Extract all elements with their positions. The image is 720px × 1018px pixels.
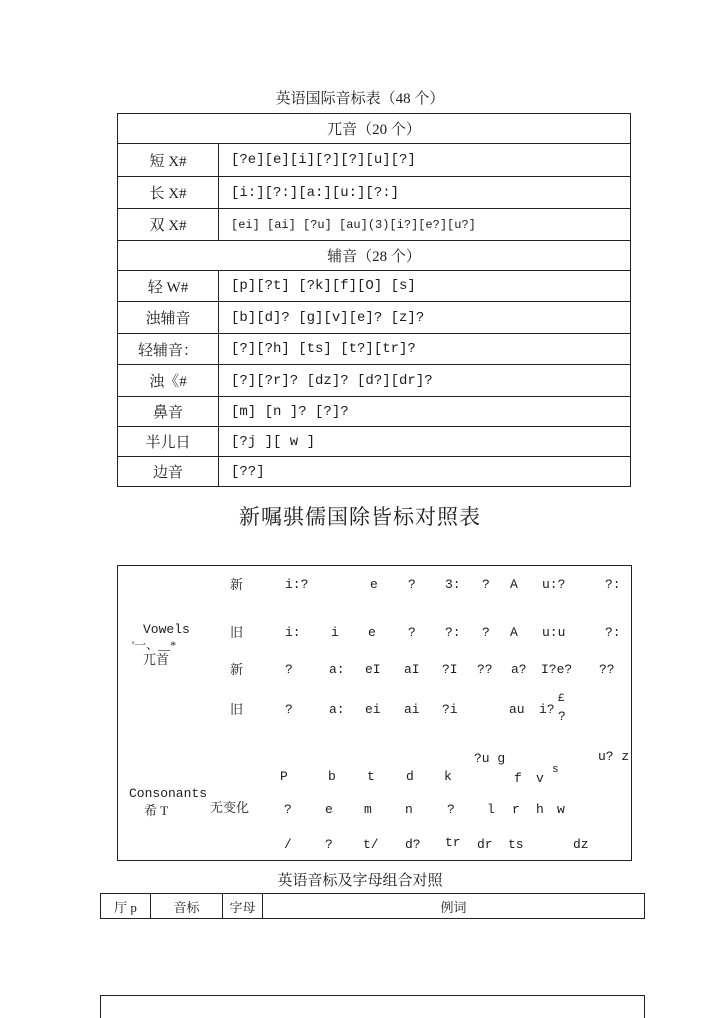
phonetic-cell: ? bbox=[558, 709, 566, 724]
phonetic-cell: ?i bbox=[442, 702, 458, 717]
phonetic-cell: ai bbox=[404, 702, 420, 717]
table-row bbox=[118, 114, 631, 144]
phonetic-cell: ?I bbox=[442, 662, 458, 677]
ipa-contrast-chart bbox=[117, 565, 632, 861]
row-value: [p][?t] [?k][f][O] [s] bbox=[219, 271, 631, 302]
row-value: [ei] [ai] [?u] [au](3)[i?][e?][u?] bbox=[219, 209, 631, 241]
phonetic-cell: d? bbox=[405, 837, 421, 852]
phonetic-cell: ?? bbox=[599, 662, 615, 677]
row-label: 轻 W# bbox=[118, 271, 219, 302]
row-label: 长 X# bbox=[118, 177, 219, 209]
phonetic-cell: dz bbox=[573, 837, 589, 852]
row-label: 双 X# bbox=[118, 209, 219, 241]
phonetic-cell: ? bbox=[408, 577, 416, 592]
row-label: 半儿日 bbox=[118, 427, 219, 457]
phonetic-cell: eI bbox=[365, 662, 381, 677]
row-label: 轻辅音： bbox=[118, 334, 219, 365]
phonetic-cell: ts bbox=[508, 837, 524, 852]
consonants-label: Consonants bbox=[129, 786, 208, 801]
phonetic-cell: a? bbox=[511, 662, 527, 677]
phonetic-cell: ?? bbox=[477, 662, 493, 677]
phonetic-cell: ?: bbox=[605, 577, 621, 592]
phonetic-cell: 3: bbox=[445, 577, 461, 592]
row-value: [??] bbox=[219, 457, 631, 487]
phonetic-cell: ?u g bbox=[474, 751, 506, 766]
row-label-new: 新 bbox=[230, 577, 244, 592]
phonetic-cell: i: bbox=[285, 625, 301, 640]
table-row bbox=[118, 397, 631, 427]
phonetic-cell-superscript: £ bbox=[558, 693, 565, 705]
phonetic-cell: A bbox=[510, 577, 518, 592]
phonetic-cell: tr bbox=[445, 835, 461, 850]
phonetic-cell: b bbox=[328, 769, 336, 784]
vowel-section-header: 兀音（20 个） bbox=[118, 114, 631, 144]
phonetic-cell: / bbox=[284, 837, 292, 852]
row-label: 边音 bbox=[118, 457, 219, 487]
phonetic-cell: dr bbox=[477, 837, 493, 852]
phonetic-cell: r bbox=[512, 802, 520, 817]
table-row bbox=[118, 241, 631, 271]
phonetic-cell: a: bbox=[329, 662, 345, 677]
table-row bbox=[118, 457, 631, 487]
phonetic-cell: ? bbox=[284, 802, 292, 817]
phonetic-cell: ? bbox=[408, 625, 416, 640]
consonants-sublabel: 希 T bbox=[144, 803, 169, 818]
phonetic-cell: ? bbox=[447, 802, 455, 817]
row-label: 浊辅音 bbox=[118, 302, 219, 334]
phonetic-cell: e bbox=[325, 802, 333, 817]
phonetic-cell: l bbox=[487, 802, 495, 817]
phonetic-cell: h bbox=[536, 802, 544, 817]
row-value: [?][?r]? [dz]? [d?][dr]? bbox=[219, 365, 631, 397]
phonetic-cell: ? bbox=[325, 837, 333, 852]
phonetic-cell: u:? bbox=[542, 577, 566, 592]
row-label-new: 新 bbox=[230, 662, 244, 677]
phonetic-cell: i:? bbox=[285, 577, 309, 592]
table-header-row bbox=[101, 894, 645, 919]
consonant-section-header: 辅音（28 个） bbox=[118, 241, 631, 271]
phonetic-cell: aI bbox=[404, 662, 420, 677]
page-title-letter-combination: 英语音标及字母组合对照 bbox=[277, 873, 443, 889]
phonetic-cell: f bbox=[514, 771, 522, 786]
vowels-sublabel-2: 兀首 bbox=[143, 652, 170, 667]
vowels-sublabel: '一、__* bbox=[132, 638, 177, 652]
phonetic-cell: au bbox=[509, 702, 525, 717]
row-label: 浊《# bbox=[118, 365, 219, 397]
header-cell-example: 例词 bbox=[263, 894, 645, 919]
row-label-old: 旧 bbox=[230, 702, 244, 717]
row-value: [?e][e][i][?][?][u][?] bbox=[219, 144, 631, 177]
table-row bbox=[118, 365, 631, 397]
phonetic-cell: i bbox=[331, 625, 339, 640]
phonetic-cell: I?e? bbox=[541, 662, 573, 677]
phonetic-cell: P bbox=[280, 769, 288, 784]
letter-combination-table bbox=[100, 893, 645, 919]
phonetic-cell: ei bbox=[365, 702, 381, 717]
table-row bbox=[118, 334, 631, 365]
row-value: [?][?h] [ts] [t?][tr]? bbox=[219, 334, 631, 365]
phonetic-cell: i? bbox=[539, 702, 555, 717]
row-label: 鼻音 bbox=[118, 397, 219, 427]
header-cell-ting: 厅 p bbox=[101, 894, 151, 919]
phonetic-cell: ? bbox=[482, 577, 490, 592]
table-row bbox=[118, 271, 631, 302]
table-row bbox=[118, 427, 631, 457]
phonetic-cell-superscript: s bbox=[552, 764, 559, 776]
phonetic-cell: e bbox=[368, 625, 376, 640]
row-label-old: 旧 bbox=[230, 625, 244, 640]
phonetic-cell: m bbox=[364, 802, 372, 817]
phonetic-cell: w bbox=[557, 802, 565, 817]
phonetic-cell: n bbox=[405, 802, 413, 817]
phonetic-cell: t bbox=[367, 769, 375, 784]
phonetic-cell: ? bbox=[482, 625, 490, 640]
phonetic-cell: ? bbox=[285, 662, 293, 677]
table-row bbox=[118, 177, 631, 209]
row-label: 短 X# bbox=[118, 144, 219, 177]
vowels-label: Vowels bbox=[143, 622, 190, 637]
phonetic-cell: A bbox=[510, 625, 518, 640]
table-row-partial bbox=[100, 995, 645, 1018]
phonetic-cell: ?: bbox=[445, 625, 461, 640]
phonetic-cell: v bbox=[536, 771, 544, 786]
phonetic-cell: u:u bbox=[542, 625, 566, 640]
phonetic-cell: d bbox=[406, 769, 414, 784]
row-value: [i:][?:][a:][u:][?:] bbox=[219, 177, 631, 209]
phonetic-cell: e bbox=[370, 577, 378, 592]
row-value: [m] [n ]? [?]? bbox=[219, 397, 631, 427]
table-row bbox=[118, 302, 631, 334]
no-change-label: 无变化 bbox=[210, 800, 250, 815]
header-cell-phonetic: 音标 bbox=[151, 894, 223, 919]
header-cell-letter: 字母 bbox=[223, 894, 263, 919]
phonetic-cell: a: bbox=[329, 702, 345, 717]
ipa-symbols-table bbox=[117, 113, 631, 487]
table-row bbox=[118, 209, 631, 241]
phonetic-cell: u? z bbox=[598, 749, 630, 764]
phonetic-cell: ?: bbox=[605, 625, 621, 640]
table-row bbox=[118, 144, 631, 177]
phonetic-cell: ? bbox=[285, 702, 293, 717]
page-title-ipa-table: 英语国际音标表（48 个） bbox=[275, 91, 445, 107]
phonetic-cell: k bbox=[444, 769, 452, 784]
row-value: [b][d]? [g][v][e]? [z]? bbox=[219, 302, 631, 334]
row-value: [?j ][ w ] bbox=[219, 427, 631, 457]
page-title-contrast-table: 新嘱骐儒国除皆标对照表 bbox=[239, 505, 481, 529]
phonetic-cell: t/ bbox=[363, 837, 379, 852]
